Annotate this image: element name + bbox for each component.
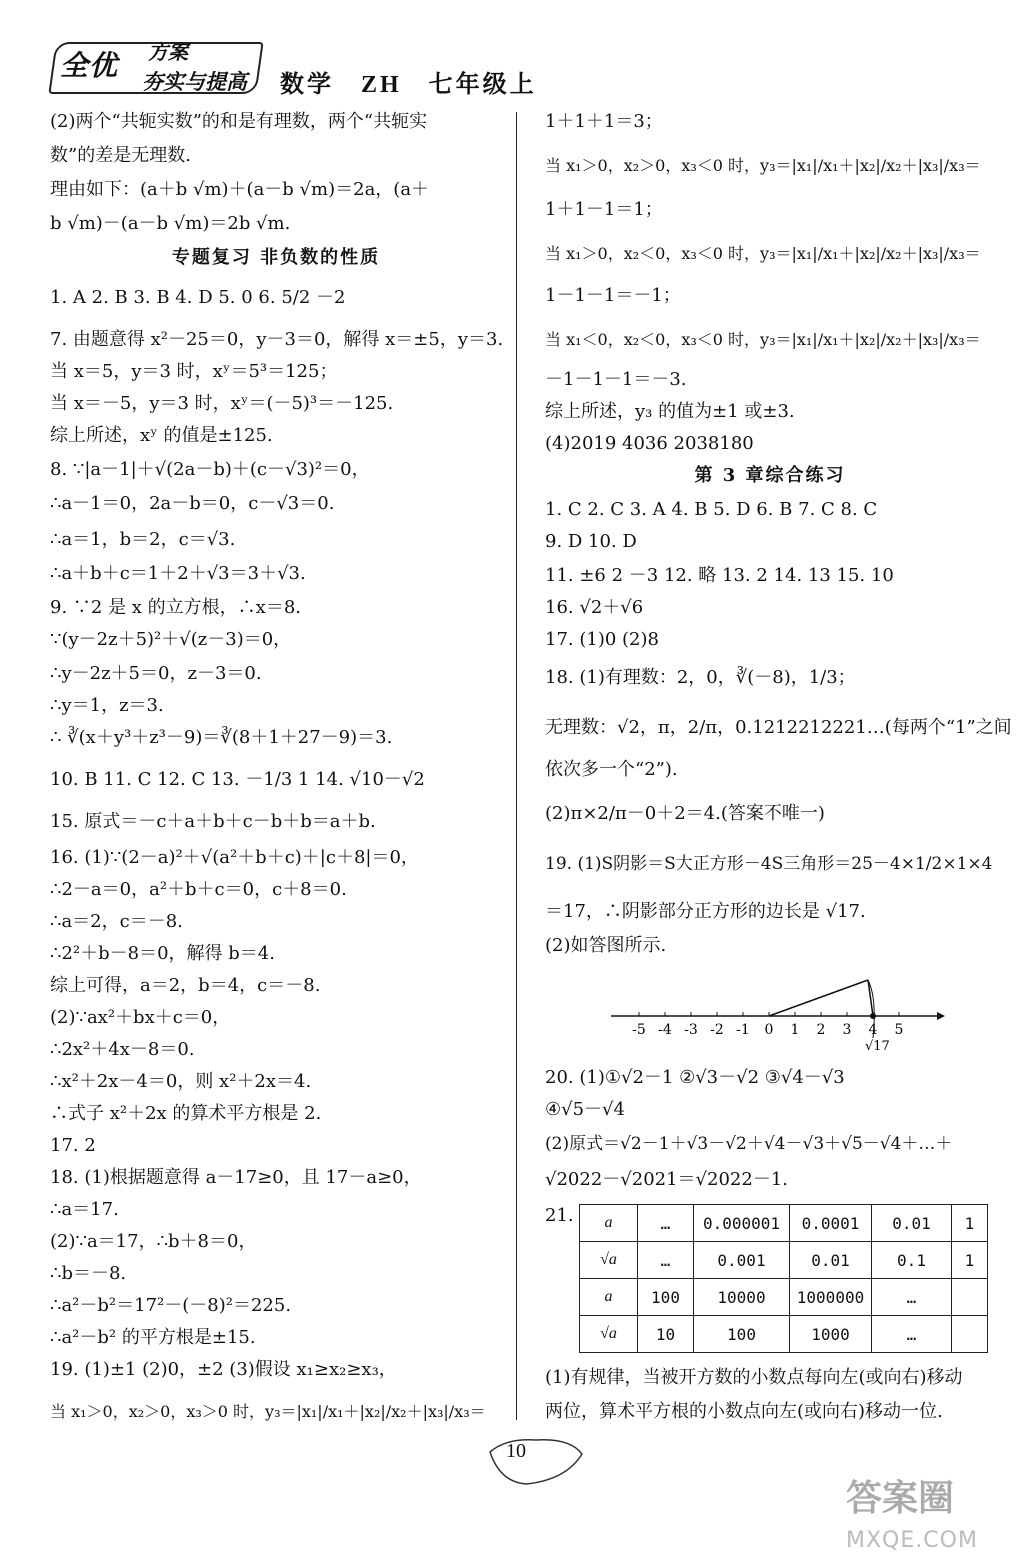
table-cell: 0.0001 xyxy=(790,1205,872,1242)
page-badge-ornament xyxy=(486,1432,586,1492)
tick-label: 4 xyxy=(868,1022,878,1038)
text-line: 综上所述，y₃ 的值为±1 或±3. xyxy=(545,401,795,422)
answer-line: 16. √2＋√6 xyxy=(545,597,644,618)
answer-line: 21. xyxy=(545,1205,574,1226)
text-line: (2)两个“共轭实数”的和是有理数，两个“共轭实 xyxy=(50,111,428,132)
page-number: 10 xyxy=(506,1440,526,1462)
table-cell: 1 xyxy=(952,1205,988,1242)
text-line: 当 x₁＜0，x₂＜0，x₃＜0 时，y₃＝|x₁|/x₁＋|x₂|/x₂＋|x₃|/x₃＝ xyxy=(545,330,981,349)
page-header xyxy=(48,34,537,104)
text-line: ∴a＝2，c＝－8. xyxy=(50,911,183,932)
table-cell: 1000000 xyxy=(790,1279,872,1316)
text-line: ∴y－2z＋5＝0，z－3＝0. xyxy=(50,663,262,684)
text-line: 综上可得，a＝2，b＝4，c＝－8. xyxy=(50,975,321,996)
table-row xyxy=(580,1242,988,1279)
text-line: 1＋1－1＝1； xyxy=(545,199,663,220)
text-line: ∴a²－b²＝17²－(－8)²＝225. xyxy=(50,1295,292,1316)
table-cell xyxy=(952,1316,988,1353)
text-line: 两位，算术平方根的小数点向左(或向右)移动一位. xyxy=(545,1401,943,1422)
text-line: ∴x²＋2x－4＝0，则 x²＋2x＝4. xyxy=(50,1071,312,1092)
answer-line: 1. A 2. B 3. B 4. D 5. 0 6. 5/2 －2 xyxy=(50,287,346,308)
text-line: 15. 原式＝－c＋a＋b＋c－b＋b＝a＋b. xyxy=(50,811,376,832)
answer-line: 17. (1)0 (2)8 xyxy=(545,629,659,650)
text-line: ∴a＝1，b＝2，c＝√3. xyxy=(50,529,236,550)
hypotenuse-line xyxy=(769,980,868,1016)
text-line: ∴a＋b＋c＝1＋2＋√3＝3＋√3. xyxy=(50,563,306,584)
table-cell: … xyxy=(638,1205,694,1242)
root-label: √17 xyxy=(865,1039,890,1054)
text-line: (2)如答图所示. xyxy=(545,935,667,956)
table-cell: 10000 xyxy=(694,1279,790,1316)
text-line: √2022－√2021＝√2022－1. xyxy=(545,1169,789,1190)
table-cell: a xyxy=(580,1205,638,1242)
text-line: 8. ∵|a－1|＋√(2a－b)＋(c－√3)²＝0， xyxy=(50,459,370,480)
tick-label: -2 xyxy=(710,1022,724,1038)
table-cell: √a xyxy=(580,1316,638,1353)
root-table-lower xyxy=(579,1278,988,1353)
text-line: 理由如下：(a＋b √m)＋(a－b √m)＝2a，(a＋ xyxy=(50,179,430,200)
tick-label: 0 xyxy=(764,1022,774,1038)
tick-label: -5 xyxy=(632,1022,646,1038)
text-line: 18. (1)有理数：2，0，∛(－8)，1/3； xyxy=(545,667,856,688)
logo-text-sub: 夯实与提高 xyxy=(142,70,247,94)
text-line: ∴y＝1，z＝3. xyxy=(50,695,164,716)
table-cell: √a xyxy=(580,1242,638,1279)
text-line: ∴a－1＝0，2a－b＝0，c－√3＝0. xyxy=(50,493,335,514)
text-line: ∴ ∛(x＋y³＋z³－9)＝∛(8＋1＋27－9)＝3. xyxy=(50,727,393,748)
text-line: 20. (1)①√2－1 ②√3－√2 ③√4－√3 xyxy=(545,1067,845,1088)
table-row xyxy=(580,1279,988,1316)
table-cell: 0.1 xyxy=(872,1242,952,1279)
table-cell: 0.01 xyxy=(790,1242,872,1279)
axis-arrow xyxy=(937,1012,945,1020)
text-line: －1－1－1＝－3. xyxy=(545,369,687,390)
tick-label: -4 xyxy=(658,1022,672,1038)
text-line: (2)∵ax²＋bx＋c＝0， xyxy=(50,1007,231,1028)
table-cell: 1000 xyxy=(790,1316,872,1353)
table-cell: 1 xyxy=(952,1242,988,1279)
text-line: 无理数：√2，π，2/π，0.1212212221…(每两个“1”之间 xyxy=(545,717,1012,738)
text-line: 数”的差是无理数. xyxy=(50,145,191,166)
page-number-badge xyxy=(486,1432,586,1492)
table-cell: 0.001 xyxy=(694,1242,790,1279)
column-divider xyxy=(516,112,517,1420)
text-line: ∴式子 x²＋2x 的算术平方根是 2. xyxy=(50,1103,322,1124)
logo-text-plan: 方案 xyxy=(148,42,188,64)
answer-line: 11. ±6 2 －3 12. 略 13. 2 14. 13 15. 10 xyxy=(545,565,894,586)
text-line: ∴b＝－8. xyxy=(50,1263,127,1284)
section-heading: 第 3 章综合练习 xyxy=(694,465,846,486)
text-line: b √m)－(a－b √m)＝2b √m. xyxy=(50,213,291,234)
text-line: ∵(y－2z＋5)²＋√(z－3)＝0， xyxy=(50,629,292,650)
text-line: 7. 由题意得 x²－25＝0，y－3＝0，解得 x＝±5，y＝3. xyxy=(50,329,504,350)
answer-line: 10. B 11. C 12. C 13. －1/3 1 14. √10－√2 xyxy=(50,769,425,790)
text-line: (1)有规律，当被开方数的小数点每向左(或向右)移动 xyxy=(545,1367,963,1388)
text-line: (2)原式＝√2－1＋√3－√2＋√4－√3＋√5－√4＋…＋ xyxy=(545,1134,953,1154)
book-title: 数学 ZH 七年级上 xyxy=(280,72,537,98)
text-line: ∴2x²＋4x－8＝0. xyxy=(50,1039,195,1060)
table-row xyxy=(580,1316,988,1353)
section-heading: 专题复习 非负数的性质 xyxy=(171,247,381,268)
answer-line: 9. D 10. D xyxy=(545,531,637,552)
tick-label: 2 xyxy=(816,1022,826,1038)
table-cell: 0.01 xyxy=(872,1205,952,1242)
text-line: 19. (1)S阴影＝S大正方形－4S三角形＝25－4×1/2×1×4 xyxy=(545,854,993,874)
answer-line: 1. C 2. C 3. A 4. B 5. D 6. B 7. C 8. C xyxy=(545,499,878,520)
text-line: 当 x＝－5，y＝3 时，xʸ＝(－5)³＝－125. xyxy=(50,393,394,414)
text-line: ＝17，∴阴影部分正方形的边长是 √17. xyxy=(545,901,866,922)
text-line: 当 x＝5，y＝3 时，xʸ＝5³＝125； xyxy=(50,361,338,382)
text-line: 当 x₁＞0，x₂＞0，x₃＜0 时，y₃＝|x₁|/x₁＋|x₂|/x₂＋|x₃|/x₃＝ xyxy=(545,156,981,175)
text-line: 1－1－1＝－1； xyxy=(545,285,681,306)
table-cell: … xyxy=(872,1279,952,1316)
table-cell: 100 xyxy=(638,1279,694,1316)
text-line: 19. (1)±1 (2)0，±2 (3)假设 x₁≥x₂≥x₃， xyxy=(50,1359,397,1380)
number-line-figure xyxy=(611,968,951,1058)
text-line: ∴2－a＝0，a²＋b＋c＝0，c＋8＝0. xyxy=(50,879,347,900)
table-cell: a xyxy=(580,1279,638,1316)
text-line: 依次多一个“2”). xyxy=(545,759,678,780)
table-cell: … xyxy=(872,1316,952,1353)
text-line: ④√5－√4 xyxy=(545,1099,625,1120)
text-line: 1＋1＋1＝3； xyxy=(545,111,663,132)
text-line: ∴a²－b² 的平方根是±15. xyxy=(50,1327,256,1348)
text-line: ∴a＝17. xyxy=(50,1199,119,1220)
tick-label: 5 xyxy=(894,1022,904,1038)
text-line: ∴2²＋b－8＝0，解得 b＝4. xyxy=(50,943,275,964)
text-line: 9. ∵2 是 x 的立方根，∴x＝8. xyxy=(50,597,301,618)
root-table xyxy=(579,1204,988,1279)
tick-label: -1 xyxy=(736,1022,750,1038)
tick-label: 1 xyxy=(790,1022,800,1038)
text-line: 综上所述，xʸ 的值是±125. xyxy=(50,425,273,446)
table-cell: 0.000001 xyxy=(694,1205,790,1242)
text-line: 16. (1)∵(2－a)²＋√(a²＋b＋c)＋|c＋8|＝0， xyxy=(50,847,419,868)
text-line: 18. (1)根据题意得 a－17≥0，且 17－a≥0， xyxy=(50,1167,422,1188)
text-line: 当 x₁＞0，x₂＞0，x₃＞0 时，y₃＝|x₁|/x₁＋|x₂|/x₂＋|x₃|/x₃＝ xyxy=(50,1402,486,1421)
table-cell: 10 xyxy=(638,1316,694,1353)
text-line: (4)2019 4036 2038180 xyxy=(545,433,754,454)
tick-label: 3 xyxy=(842,1022,852,1038)
logo-text-main: 全优 xyxy=(60,51,119,82)
series-logo xyxy=(48,34,268,100)
text-line: (2)π×2/π－0＋2＝4.(答案不唯一) xyxy=(545,803,825,824)
watermark-url: MXQE.COM xyxy=(846,1528,978,1553)
answer-line: 17. 2 xyxy=(50,1135,96,1156)
watermark-logo: 答案圈 xyxy=(846,1478,955,1519)
table-row xyxy=(580,1205,988,1242)
text-line: (2)∵a＝17，∴b＋8＝0， xyxy=(50,1231,257,1252)
table-cell: 100 xyxy=(694,1316,790,1353)
text-line: 当 x₁＞0，x₂＜0，x₃＜0 时，y₃＝|x₁|/x₁＋|x₂|/x₂＋|x₃|/x₃＝ xyxy=(545,244,981,263)
table-cell: … xyxy=(638,1242,694,1279)
tick-label: -3 xyxy=(684,1022,698,1038)
table-cell xyxy=(952,1279,988,1316)
